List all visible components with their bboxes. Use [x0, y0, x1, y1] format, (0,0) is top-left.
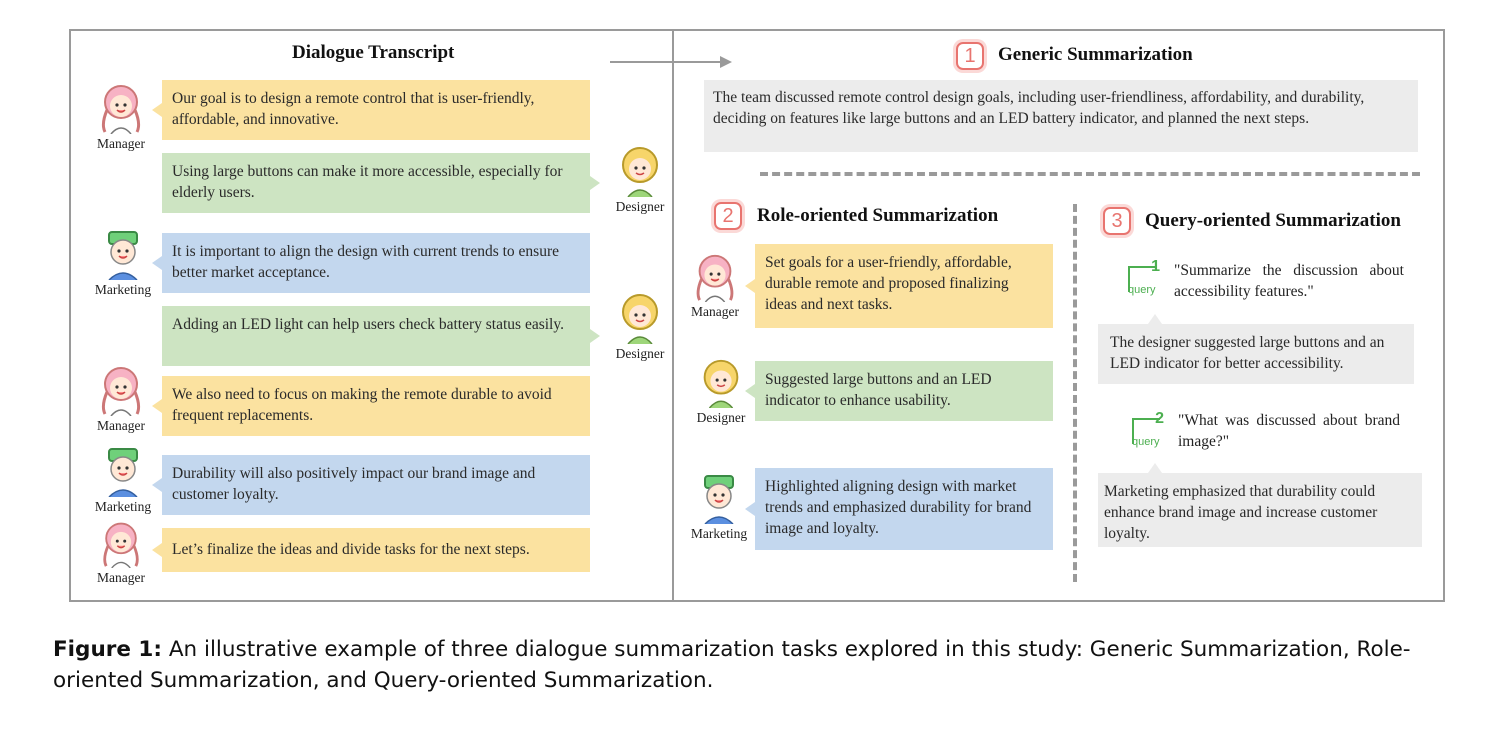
marketing-icon — [697, 470, 741, 524]
generic-title: Generic Summarization — [998, 44, 1193, 65]
flow-arrow — [608, 52, 738, 72]
query-icon — [1128, 258, 1162, 296]
divider-vertical — [1073, 204, 1077, 582]
manager-icon — [99, 518, 143, 568]
speaker-label: Manager — [97, 570, 145, 585]
generic-summary: The team discussed remote control design goals, including user-friendliness, affordability, and durability, deciding on features like large buttons and an LED battery indicator, and planned the next steps. — [704, 80, 1418, 152]
speaker-label: Marketing — [94, 499, 152, 514]
section-number-badge: 3 — [1103, 207, 1131, 235]
transcript-turn: Our goal is to design a remote control that is user-friendly, affordable, and innovative. — [162, 80, 590, 140]
designer-avatar — [605, 290, 675, 362]
transcript-title: Dialogue Transcript — [292, 42, 455, 63]
role-summary: Suggested large buttons and an LED indicator to enhance usability. — [755, 361, 1053, 421]
query-word: query — [1128, 284, 1156, 296]
query-question: "What was discussed about brand image?" — [1178, 412, 1400, 450]
transcript-turn: Let’s finalize the ideas and divide tasks for the next steps. — [162, 528, 590, 572]
manager-avatar — [86, 518, 156, 586]
transcript-turn: It is important to align the design with current trends to ensure better market acceptance. — [162, 233, 590, 293]
query-icon — [1132, 410, 1166, 448]
query-word: query — [1132, 436, 1160, 448]
query-answer: Marketing emphasized that durability could enhance brand image and increase customer loyalty. — [1098, 473, 1422, 547]
manager-avatar — [680, 250, 750, 320]
figure-caption-text: An illustrative example of three dialogue summarization tasks explored in this study: Generic Summarization, Role-oriented Summarization, and Query-oriented Summarization. — [53, 637, 1411, 693]
section-number-badge: 2 — [714, 202, 742, 230]
manager-icon — [99, 362, 143, 416]
manager-icon — [99, 80, 143, 134]
transcript-turn: Using large buttons can make it more accessible, especially for elderly users. — [162, 153, 590, 213]
manager-icon — [693, 250, 737, 302]
query-question: "Summarize the discussion about accessibility features." — [1174, 262, 1404, 300]
query-number: 1 — [1151, 258, 1160, 275]
marketing-avatar — [88, 226, 158, 298]
speaker-label: Manager — [97, 418, 145, 433]
figure-label: Figure 1: — [53, 637, 162, 662]
marketing-avatar — [88, 443, 158, 515]
speaker-label: Designer — [696, 410, 746, 425]
speaker-label: Designer — [615, 199, 665, 214]
transcript-turn: We also need to focus on making the remote durable to avoid frequent replacements. — [162, 376, 590, 436]
designer-icon — [618, 290, 662, 344]
role-summary: Highlighted aligning design with market trends and emphasized durability for brand image and loyalty. — [755, 468, 1053, 550]
speaker-label: Marketing — [690, 526, 748, 541]
transcript-turn: Durability will also positively impact our brand image and customer loyalty. — [162, 455, 590, 515]
speaker-label: Designer — [615, 346, 665, 361]
transcript-turn: Adding an LED light can help users check battery status easily. — [162, 306, 590, 366]
speaker-label: Manager — [97, 136, 145, 151]
query-number: 2 — [1155, 410, 1164, 427]
divider-horizontal — [760, 172, 1420, 176]
designer-icon — [618, 143, 662, 197]
speaker-label: Marketing — [94, 282, 152, 297]
manager-avatar — [86, 362, 156, 434]
section-number-badge: 1 — [956, 42, 984, 70]
query-title: Query-oriented Summarization — [1145, 210, 1401, 231]
designer-icon — [699, 356, 743, 408]
speaker-label: Manager — [691, 304, 739, 319]
marketing-avatar — [684, 470, 754, 542]
marketing-icon — [101, 226, 145, 280]
role-summary: Set goals for a user-friendly, affordable, durable remote and proposed finalizing ideas and next tasks. — [755, 244, 1053, 328]
query-answer: The designer suggested large buttons and an LED indicator for better accessibility. — [1098, 324, 1414, 384]
role-title: Role-oriented Summarization — [757, 205, 999, 226]
figure-caption — [53, 634, 1453, 696]
designer-avatar — [605, 143, 675, 215]
manager-avatar — [86, 80, 156, 152]
marketing-icon — [101, 443, 145, 497]
